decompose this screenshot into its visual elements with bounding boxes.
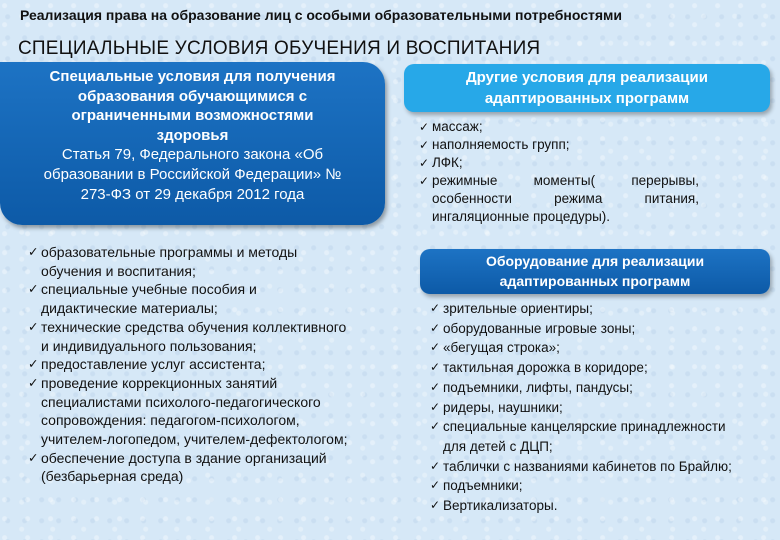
list-item: ✓ проведение коррекционных занятий специалистами психолого-педагогического сопровождения: педагогом-психологом, учителем-логопедом, учителем-дефектологом; [28, 374, 348, 449]
list-item: ✓ таблички с названиями кабинетов по Брайлю; [430, 457, 740, 477]
list-item: ✓ режимные моменты( перерывы, особенности режима питания, ингаляционные процедуры). [419, 172, 699, 226]
list-item: ✓ специальные канцелярские принадлежности для детей с ДЦП; [430, 417, 740, 456]
main-box-line: ограниченными возможностями [71, 107, 314, 125]
list-item: ✓ образовательные программы и методы обучения и воспитания; [28, 243, 348, 280]
list-item: ✓ тактильная дорожка в коридоре; [430, 358, 740, 378]
left-conditions-list [28, 243, 348, 486]
other-conditions-list [419, 118, 699, 226]
law-reference-line: 273-ФЗ от 29 декабря 2012 года [80, 185, 305, 203]
main-box-line: Специальные условия для получения [49, 68, 336, 85]
list-item: ✓ подъемники, лифты, пандусы; [430, 378, 740, 398]
equip-box-line: адаптированных программ [499, 273, 691, 289]
list-item: ✓ ридеры, наушники; [430, 398, 740, 418]
list-item: ✓ специальные учебные пособия и дидактические материалы; [28, 280, 348, 317]
list-item: ✓ Вертикализаторы. [430, 496, 740, 516]
page-title: Реализация права на образование лиц с особыми образовательными потребностями [20, 7, 622, 23]
other-conditions-header [404, 64, 770, 112]
list-item: ✓ ЛФК; [419, 154, 699, 172]
other-box-line: Другие условия для реализации [466, 69, 708, 86]
list-item: ✓ подъемники; [430, 476, 740, 496]
list-item: ✓ «бегущая строка»; [430, 338, 740, 358]
equip-box-line: Оборудование для реализации [485, 253, 705, 269]
list-item: ✓ технические средства обучения коллективного и индивидуального пользования; [28, 318, 348, 355]
main-box-line: образования обучающимися с [77, 87, 308, 105]
main-conditions-box [0, 62, 385, 225]
law-reference-line: образовании в Российской Федерации» № [43, 165, 342, 183]
other-box-line: адаптированных программ [484, 90, 690, 107]
list-item: ✓ оборудованные игровые зоны; [430, 319, 740, 339]
list-item: ✓ зрительные ориентиры; [430, 299, 740, 319]
law-reference-line: Статья 79, Федерального закона «Об [61, 146, 324, 164]
equipment-list [430, 299, 740, 516]
list-item: ✓ предоставление услуг ассистента; [28, 355, 348, 374]
equipment-header [420, 249, 770, 294]
list-item: ✓ обеспечение доступа в здание организаций (безбарьерная среда) [28, 449, 348, 486]
list-item: ✓ массаж; [419, 118, 699, 136]
main-box-line: здоровья [156, 126, 229, 144]
list-item: ✓ наполняемость групп; [419, 136, 699, 154]
page-subtitle: СПЕЦИАЛЬНЫЕ УСЛОВИЯ ОБУЧЕНИЯ И ВОСПИТАНИЯ [18, 38, 541, 59]
